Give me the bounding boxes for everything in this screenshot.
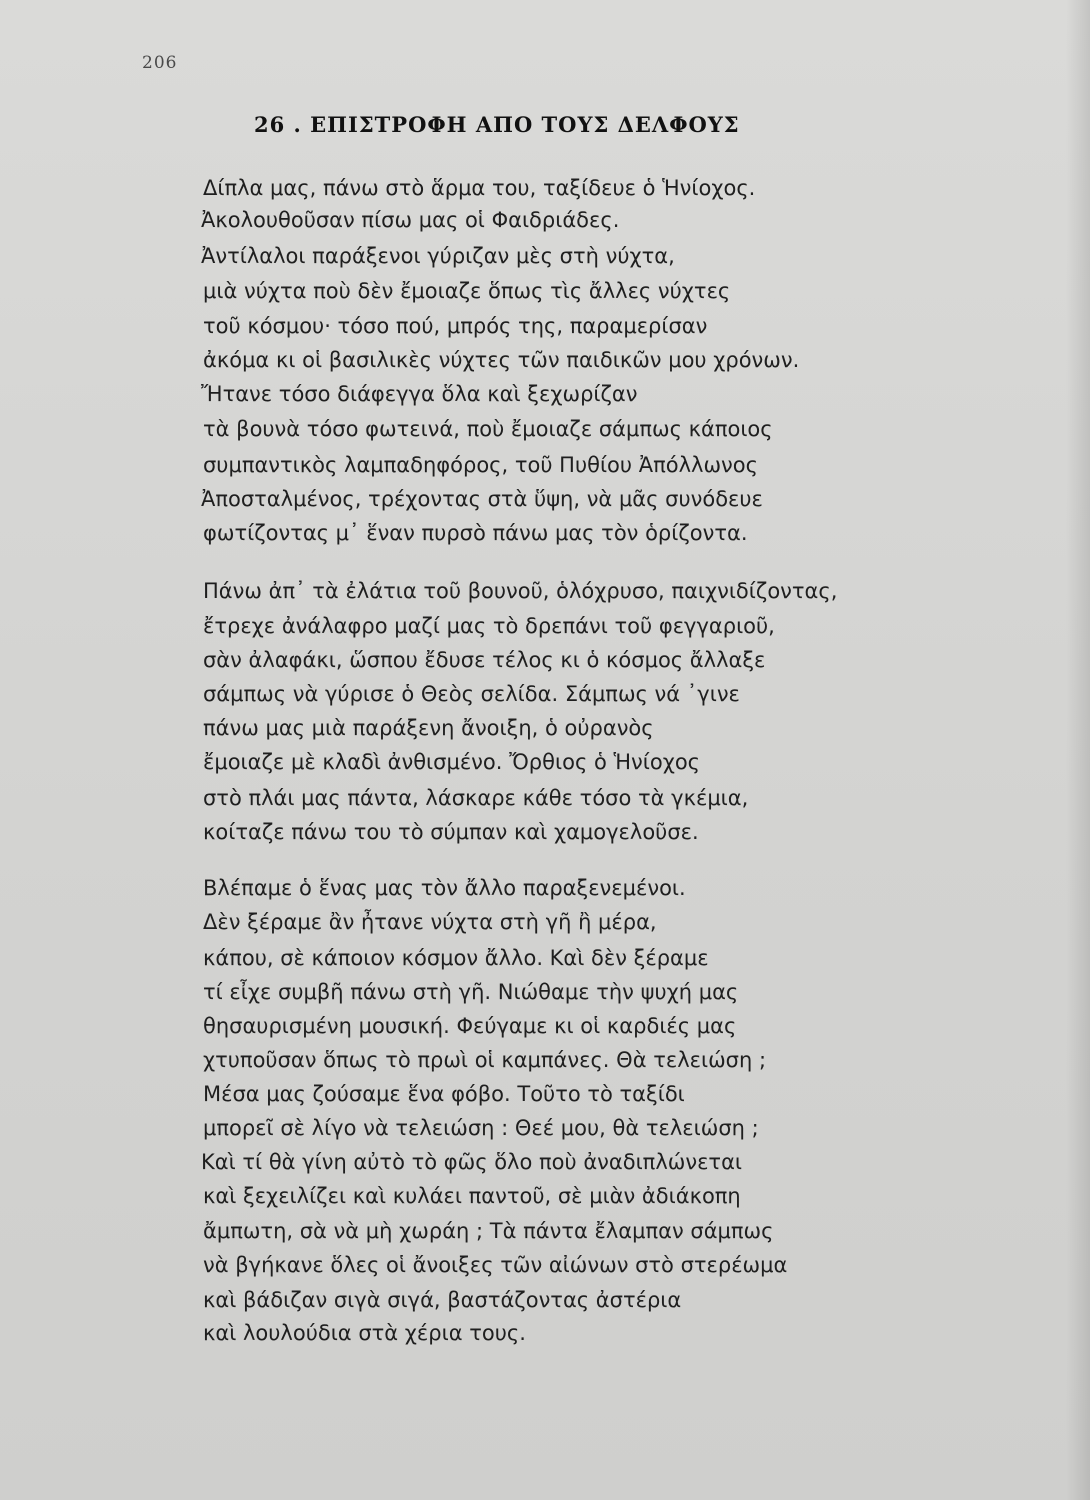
poem-line: στὸ πλάι μας πάντα, λάσκαρε κάθε τόσο τὰ γκέμια,: [203, 786, 749, 810]
poem-line: χτυποῦσαν ὅπως τὸ πρωὶ οἱ καμπάνες. Θὰ τελειώση ;: [203, 1048, 767, 1072]
poem-line: νὰ βγήκανε ὅλες οἱ ἄνοιξες τῶν αἰώνων στὸ στερέωμα: [203, 1253, 788, 1277]
poem-line: θησαυρισμένη μουσική. Φεύγαμε κι οἱ καρδιές μας: [203, 1014, 737, 1038]
poem-line: μιὰ νύχτα ποὺ δὲν ἔμοιαζε ὅπως τὶς ἄλλες νύχτες: [203, 279, 731, 303]
poem-line: κοίταζε πάνω του τὸ σύμπαν καὶ χαμογελοῦσε.: [203, 820, 699, 844]
poem-line: φωτίζοντας μ᾽ ἕναν πυρσὸ πάνω μας τὸν ὁρίζοντα.: [203, 521, 748, 545]
poem-line: Καὶ τί θὰ γίνη αὐτὸ τὸ φῶς ὅλο ποὺ ἀναδιπλώνεται: [201, 1150, 743, 1174]
poem-line: τοῦ κόσμου· τόσο πού, μπρός της, παραμερίσαν: [203, 314, 708, 338]
page-edge-shadow: [1066, 0, 1090, 1500]
poem-line: καὶ λουλούδια στὰ χέρια τους.: [203, 1321, 526, 1345]
poem-line: καὶ βάδιζαν σιγὰ σιγά, βαστάζοντας ἀστέρια: [203, 1288, 682, 1312]
poem-line: Βλέπαμε ὁ ἕνας μας τὸν ἄλλο παραξενεμένοι.: [203, 876, 686, 900]
poem-line: σάμπως νὰ γύρισε ὁ Θεὸς σελίδα. Σάμπως νά ᾽γινε: [203, 682, 740, 706]
poem-line: συμπαντικὸς λαμπαδηφόρος, τοῦ Πυθίου Ἀπόλλωνος: [203, 453, 758, 477]
poem-line: ἔμοιαζε μὲ κλαδὶ ἀνθισμένο. Ὄρθιος ὁ Ἡνίοχος: [203, 750, 700, 774]
poem-line: Δὲν ξέραμε ἂν ἦτανε νύχτα στὴ γῆ ἢ μέρα,: [203, 910, 657, 934]
poem-line: τί εἶχε συμβῆ πάνω στὴ γῆ. Νιώθαμε τὴν ψυχή μας: [203, 980, 739, 1004]
poem-line: μπορεῖ σὲ λίγο νὰ τελειώση : Θεέ μου, θὰ τελειώση ;: [203, 1116, 759, 1140]
poem-line: καὶ ξεχειλίζει καὶ κυλάει παντοῦ, σὲ μιὰν ἀδιάκοπη: [203, 1184, 741, 1208]
poem-line: Ἀντίλαλοι παράξενοι γύριζαν μὲς στὴ νύχτα,: [201, 244, 675, 268]
poem-line: Ἀκολουθοῦσαν πίσω μας οἱ Φαιδριάδες.: [201, 208, 620, 232]
poem-line: τὰ βουνὰ τόσο φωτεινά, ποὺ ἔμοιαζε σάμπως κάποιος: [203, 417, 773, 441]
poem-line: ἄμπωτη, σὰ νὰ μὴ χωράη ; Τὰ πάντα ἔλαμπαν σάμπως: [203, 1219, 774, 1243]
poem-line: πάνω μας μιὰ παράξενη ἄνοιξη, ὁ οὐρανὸς: [203, 716, 654, 740]
page-number: 206: [142, 53, 178, 73]
poem-line: Ἤτανε τόσο διάφεγγα ὅλα καὶ ξεχωρίζαν: [201, 382, 638, 406]
poem-title: 26 . ΕΠΙΣΤΡΟΦΗ ΑΠΟ ΤΟΥΣ ΔΕΛΦΟΥΣ: [254, 112, 740, 137]
poem-line: Μέσα μας ζούσαμε ἕνα φόβο. Τοῦτο τὸ ταξίδι: [203, 1082, 685, 1106]
poem-line: Δίπλα μας, πάνω στὸ ἅρμα του, ταξίδευε ὁ Ἡνίοχος.: [203, 176, 756, 200]
poem-line: κάπου, σὲ κάποιον κόσμον ἄλλο. Καὶ δὲν ξέραμε: [203, 946, 709, 970]
poem-line: σὰν ἀλαφάκι, ὥσπου ἔδυσε τέλος κι ὁ κόσμος ἄλλαξε: [203, 648, 766, 672]
poem-line: Πάνω ἀπ᾽ τὰ ἐλάτια τοῦ βουνοῦ, ὁλόχρυσο, παιχνιδίζοντας,: [203, 579, 838, 603]
poem-line: Ἀποσταλμένος, τρέχοντας στὰ ὕψη, νὰ μᾶς συνόδευε: [201, 487, 763, 511]
poem-line: ἀκόμα κι οἱ βασιλικὲς νύχτες τῶν παιδικῶν μου χρόνων.: [203, 348, 800, 372]
poem-line: ἔτρεχε ἀνάλαφρο μαζί μας τὸ δρεπάνι τοῦ φεγγαριοῦ,: [203, 614, 775, 638]
